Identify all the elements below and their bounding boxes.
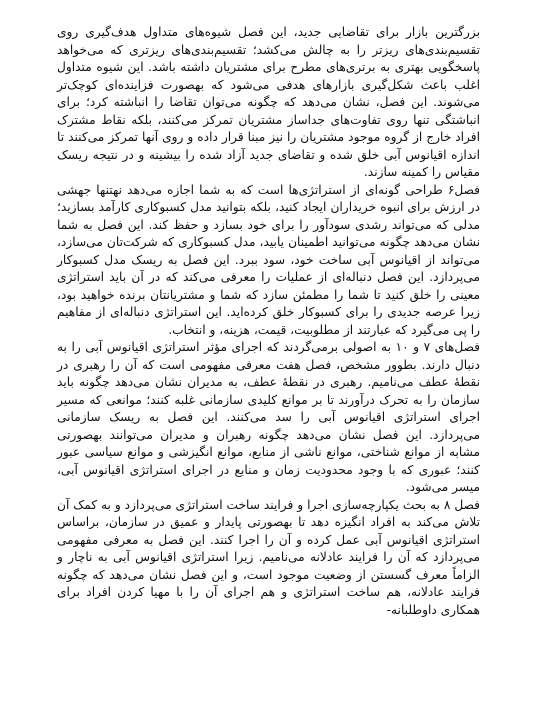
paragraph-3: فصل‌های ۷ و ۱۰ به اصولی برمی‌گردند که اجرای مؤثر استراتژی اقیانوس آبی را به دنبال دارند. بطوور مشخص، فصل هفت معرفی مفهومی است که آن را رهبری در نقطهٔ عطف می‌نامیم. رهبری در نقطهٔ عطف، به مدیران نشان می‌دهد چگونه باید سازمان را به تحرک درآورند تا بر موانع کلیدی سازمانی غلبه کنند؛ موانعی که مسیر اجرای استراتژی اقیانوس آبی را سد می‌کنند. این فصل به ریسک سازمانی می‌پردازد. این فصل نشان می‌دهد چگونه رهبران و مدیران می‌توانند بهصورتی مشابه از موانع شناختی، موانع ناشی از منابع، موانع انگیزشی و موانع سیاسی عبور کنند؛ عبوری که با وجود محدودیت زمان و منابع در اجرای استراتژی اقیانوس آبی، میسر می‌شود. [57,340,480,494]
paragraph-2: فصل۶ طراحی گونه‌ای از استراتژی‌ها است که به شما اجازه می‌دهد نهتنها جهشی در ارزش برای انبوه خریداران ایجاد کنید، بلکه بتوانید مدل کسبوکاری کارآمد بسازید؛ مدلی که می‌تواند رشدی سودآور را برای خود بسازد و حفظ کند. این فصل به شما نشان می‌دهد چگونه می‌توانید اطمینان یابید، مدل کسبوکاری که شرکت‌تان می‌سازد، می‌تواند از اقیانوس آبی ساخت خود، سود ببرد. این فصل به ریسک مدل کسبوکار می‌پردازد. این فصل دنباله‌ای از عملیات را معرفی می‌کند که در آن باید استراتژی معینی را خلق کنید تا شما را مطمئن سازد که شما و مشتریانتان برنده خواهید بود، زیرا عرصه جدیدی را برای کسبوکار خلق کرده‌اید. این استراتژی دنباله‌ای از مفاهیم را پی می‌گیرد که عبارتند از مطلوبیت، قیمت، هزینه، و انتخاب. [57,182,480,337]
document-page [57,24,480,619]
paragraph-4: فصل ۸ به بحث یکپارچه‌سازی اجرا و فرایند ساخت استراتژی می‌پردازد و به کمک آن تلاش می‌کند به افراد انگیزه دهد تا بهصورتی پایدار و عمیق در سازمان، براساس استراتژی اقیانوس آبی عمل کرده و آن را اجرا کنند. این فصل به معرفی مفهومی می‌پردازد که آن را فرایند عادلانه می‌نامیم. زیرا استراتژی اقیانوس آبی به ناچار و الزاماً معرف گسستن از وضعیت موجود است، و این فصل نشان می‌دهد که چگونه فرایند عادلانه، هم ساخت استراتژی و هم اجرای آن را با مهیا کردن افراد برای همکاری داوطلبانه- [57,497,480,617]
paragraph-1: بزرگترین بازار برای تقاضایی جدید، این فصل شیوه‌های متداول هدف‌گیری روی تقسیم‌بندی‌های ریزتر را به چالش می‌کشد؛ تقسیم‌بندی‌های ریزتری که می‌خواهد پاسخگویی بهتری به برتری‌های مطرح برای مشتریان داشته باشد. این شیوه متداول اغلب باعث شکل‌گیری بازارهای هدفی می‌شود که بهصورت فزاینده‌ای کوچک‌تر می‌شوند. این فصل، نشان می‌دهد که چگونه می‌توان تقاضا را انباشته کرد؛ برای انباشتگی تنها روی تفاوت‌های جداساز مشتریان تمرکز می‌کنند، بلکه نقاط مشترک افراد خارج از گروه موجود مشتریان را نیز مبنا قرار داده و روی آنها تمرکز می‌کنند تا اندازه اقیانوس آبی خلق شده و تقاضای جدید آزاد شده را بیشینه و در نتیجه ریسک مقیاس را کمینه سازند. [57,25,480,179]
